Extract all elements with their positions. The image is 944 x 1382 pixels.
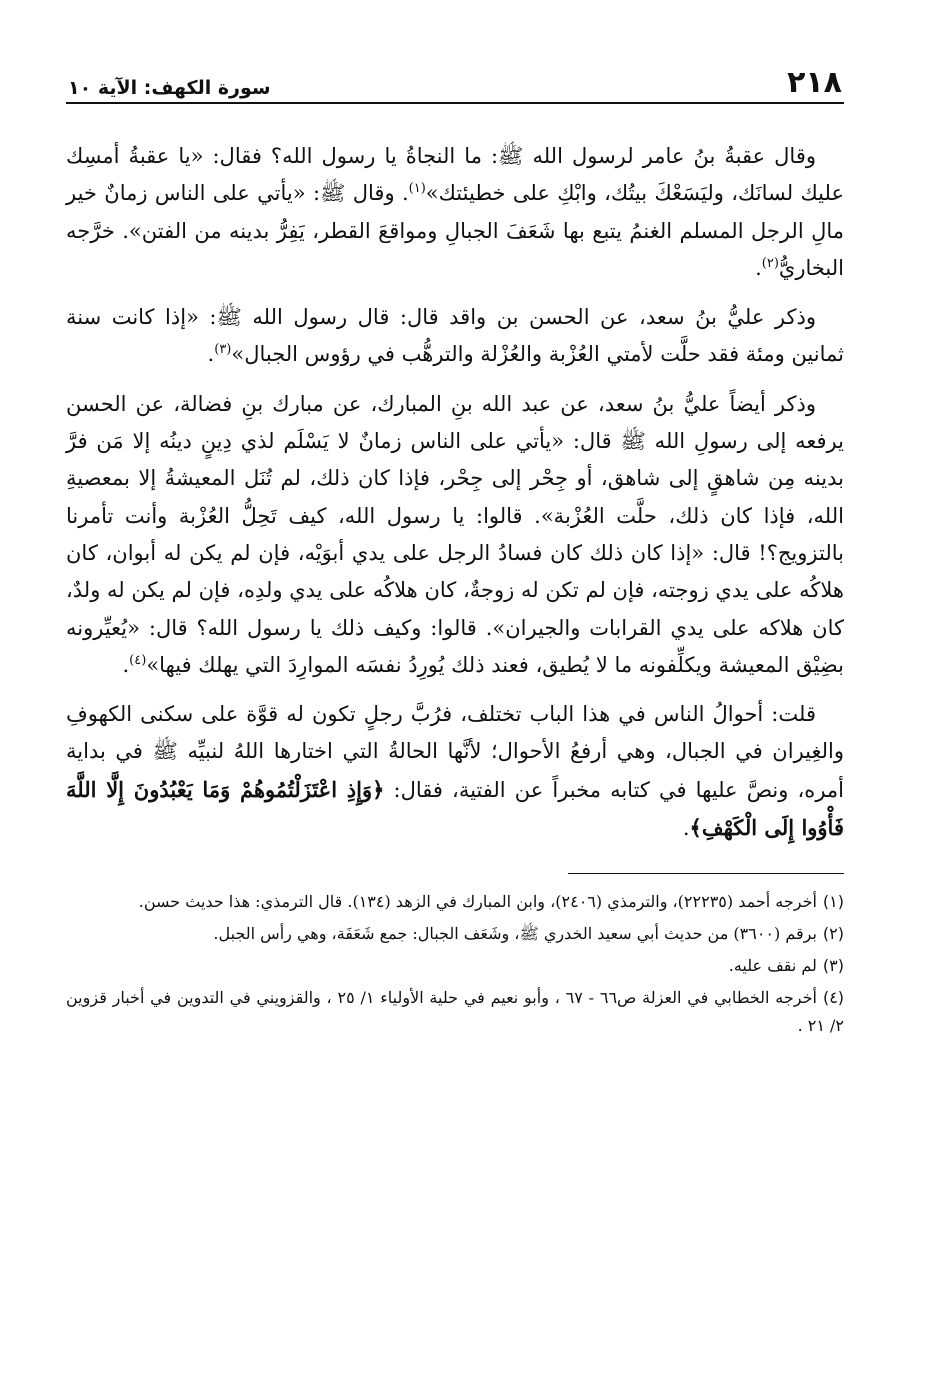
footnote-reference: (٣) [214, 342, 232, 358]
page-number: ٢١٨ [787, 65, 842, 100]
paragraph [66, 696, 844, 847]
paragraph-text: . [122, 652, 130, 677]
paragraph-text: قلت: أحوالُ الناس في هذا الباب تختلف، فرُبَّ رجلٍ تكون له قوَّة على سكنى الكهوفِ والغِيران في الجبال، وهي أرفعُ الأحوال؛ لأنَّها الحالةُ التي اختارها اللهُ لنبيِّه ﷺ في بداية أمره، ونصَّ عليها في كتابه مخبراً عن الفتية، فقال: [66, 702, 844, 802]
footnote-reference: (٢) [761, 255, 779, 271]
footnotes [66, 888, 844, 1040]
quran-verse: ﴿وَإِذِ اعْتَزَلْتُمُوهُمْ وَمَا يَعْبُدُونَ إِلَّا اللَّهَ فَأْوُوا إِلَى الْكَهْفِ﴾ [66, 776, 844, 841]
paragraph-text: وذكر أيضاً عليُّ بنُ سعد، عن عبد الله بنِ المبارك، عن مبارك بنِ فضالة، عن الحسن يرفعه إلى رسولِ الله ﷺ قال: «يأتي على الناس زمانٌ لا يَسْلَم لذي دِينٍ دينُه إلا مَن فرَّ بدينه مِن شاهقٍ إلى شاهق، أو جِحْر إلى جِحْر، فإذا كان ذلك، لم تُنَل المعيشةُ إلا بمعصيةِ الله، فإذا كان ذلك، حلَّت العُزْبة». قالوا: يا رسول الله، كيف تَحِلُّ العُزْبة وأنت تأمرنا بالتزويج؟! قال: «إذا كان ذلك كان فسادُ الرجل على يدي أبوَيْه، فإن لم يكن له أبوان، كان هلاكُه على يدي زوجته، فإن لم تكن له زوجةٌ، كان هلاكُه على يدي ولدِه، فإن لم يكن له ولدٌ، كان هلاكه على يدي القرابات والجيران». قالوا: وكيف ذلك يا رسول الله؟ قال: «يُعيِّرونه بضِيْق المعيشة ويكلِّفونه ما لا يُطيق، فعند ذلك يُورِدُ نفسَه الموارِدَ التي يهلك فيها» [66, 391, 844, 677]
footnote [66, 952, 844, 980]
footnote-number: (٣) [822, 956, 844, 976]
footnote-divider [568, 873, 844, 874]
paragraph-text: . وقال ﷺ: «يأتي على الناس زمانٌ خير مالِ الرجل المسلم الغنمُ يتبع بها شَعَفَ الجبالِ ومواقعَ القطر، يَفِرُّ بدينه من الفتن». خرَّجه البخاريُّ [66, 181, 844, 280]
paragraph [66, 299, 844, 374]
footnote [66, 984, 844, 1040]
footnote-number: (٤) [822, 988, 845, 1008]
running-title: سورة الكهف: الآية ١٠ [68, 77, 271, 99]
paragraph-text: . [755, 255, 762, 280]
footnote [66, 920, 844, 948]
paragraph [66, 386, 844, 684]
footnote-number: (١) [822, 892, 844, 912]
main-text [66, 138, 844, 847]
footnote [66, 888, 844, 916]
page-header [66, 56, 844, 104]
footnote-reference: (١) [408, 181, 426, 197]
paragraph-text: . [207, 342, 215, 367]
paragraph-text: وذكر عليُّ بنُ سعد، عن الحسن بن واقد قال: قال رسول الله ﷺ: «إذا كانت سنة ثمانين ومئة فقد حلَّت لأمتي العُزْبة والعُزْلة والترهُّب في رؤوس الجبال» [66, 305, 844, 367]
footnote-text: برقم (٣٦٠٠) من حديث أبي سعيد الخدري ﷺ، وشَعَف الجبال: جمع شَعَفَة، وهي رأس الجبل. [213, 924, 817, 944]
book-page [66, 56, 844, 1336]
paragraph-text: وقال عقبةُ بنُ عامر لرسول الله ﷺ: ما النجاةُ يا رسول الله؟ فقال: «يا عقبةُ أمسِك عليك لسانَك، وليَسَعْكَ بيتُك، وابْكِ على خطيئتك» [66, 144, 845, 206]
footnote-text: لم نقف عليه. [728, 956, 817, 976]
footnote-text: أخرجه الخطابي في العزلة ص٦٦ - ٦٧ ، وأبو نعيم في حلية الأولياء ١/ ٢٥ ، والقزويني في التدوين في أخبار قزوين ٢/ ٢١ . [66, 988, 844, 1036]
footnote-reference: (٤) [129, 652, 147, 668]
footnote-number: (٢) [822, 924, 844, 944]
paragraph [66, 138, 844, 287]
paragraph-text: . [682, 816, 690, 841]
footnote-text: أخرجه أحمد (٢٢٢٣٥)، والترمذي (٢٤٠٦)، وابن المبارك في الزهد (١٣٤). قال الترمذي: هذا حديث حسن. [138, 892, 817, 912]
